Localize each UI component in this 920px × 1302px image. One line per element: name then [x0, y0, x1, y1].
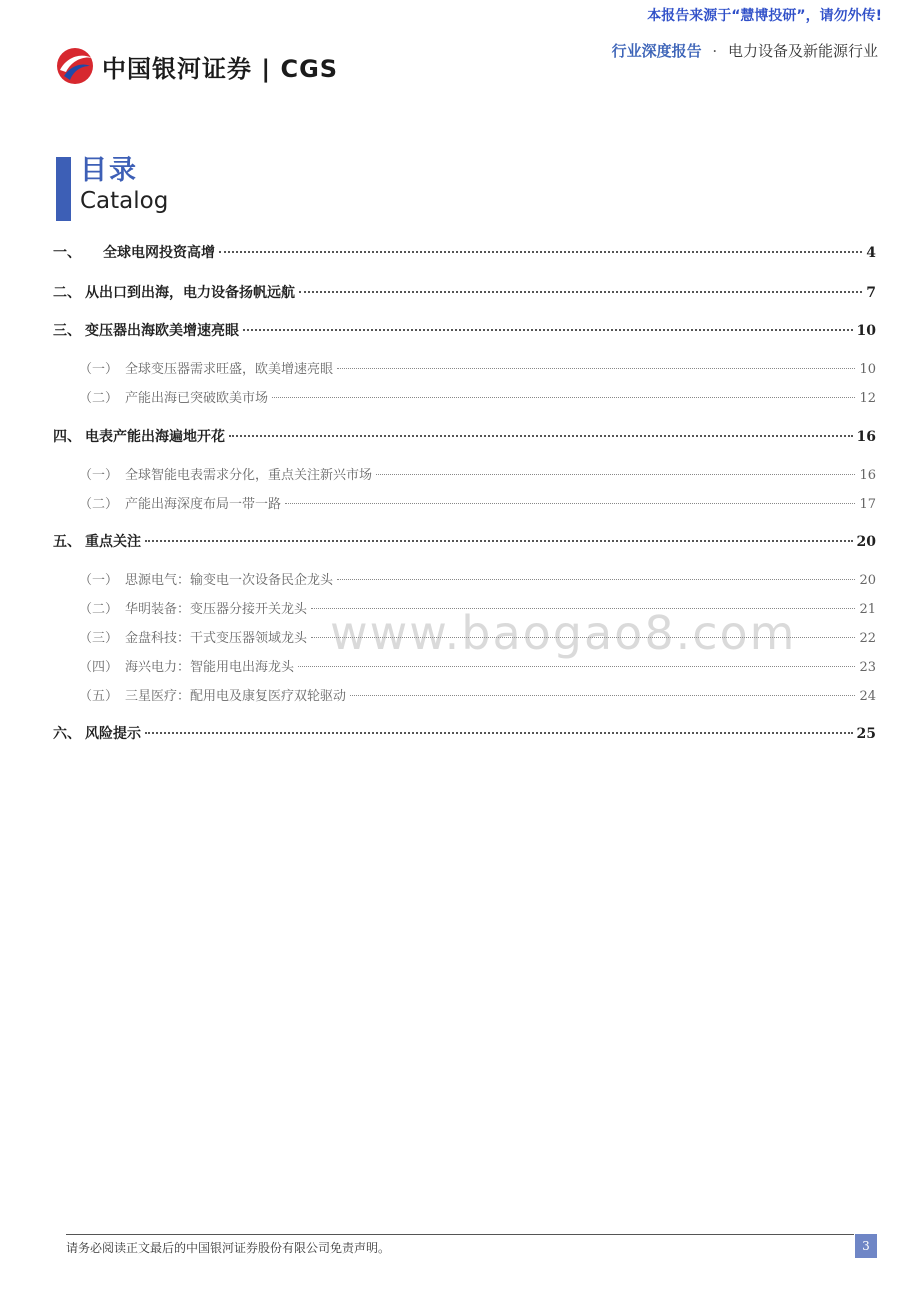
toc-num: 三、 — [53, 323, 81, 339]
toc-page: 17 — [859, 497, 876, 512]
logo-text: 中国银河证券 | CGS — [102, 54, 339, 83]
toc-page: 20 — [856, 534, 876, 550]
toc-text: 全球智能电表需求分化，重点关注新兴市场 — [125, 468, 373, 483]
toc-entry-6[interactable] — [53, 723, 876, 743]
toc-num: 一、 — [53, 245, 81, 261]
source-notice: 本报告来源于“慧博投研”，请勿外传! — [647, 8, 882, 24]
toc-text: 风险提示 — [85, 726, 141, 742]
watermark: www.baogao8.com — [330, 606, 797, 660]
toc-leader — [243, 329, 853, 331]
toc-text: 全球变压器需求旺盛，欧美增速亮眼 — [125, 362, 334, 377]
toc-num: （一） — [79, 573, 119, 588]
toc-page: 10 — [856, 323, 876, 339]
toc-text: 海兴电力：智能用电出海龙头 — [125, 660, 295, 675]
toc-leader — [299, 291, 862, 293]
report-type: 行业深度报告 — [611, 42, 702, 60]
footer-divider — [66, 1234, 854, 1235]
toc-num: 六、 — [53, 726, 81, 742]
toc-page: 25 — [856, 726, 876, 742]
toc-entry-4[interactable] — [53, 426, 876, 446]
toc-page: 24 — [859, 689, 876, 704]
toc-entry-5-1[interactable] — [53, 569, 876, 589]
catalog-title-en: Catalog — [80, 188, 169, 214]
toc-text: 产能出海深度布局一带一路 — [125, 497, 282, 512]
toc-page: 23 — [859, 660, 876, 675]
company-logo — [54, 46, 338, 86]
report-header — [612, 40, 878, 61]
header-separator: · — [712, 42, 718, 60]
toc-entry-5-5[interactable] — [53, 685, 876, 705]
industry-name: 电力设备及新能源行业 — [727, 42, 878, 60]
toc-text: 全球电网投资高增 — [103, 245, 215, 261]
toc-entry-4-2[interactable] — [53, 493, 876, 513]
toc-leader — [229, 435, 853, 437]
toc-num: （一） — [79, 362, 119, 377]
toc-num: （一） — [79, 468, 119, 483]
toc-text: 华明装备：变压器分接开关龙头 — [125, 602, 308, 617]
catalog-title-cn: 目录 — [80, 155, 138, 186]
toc-leader — [272, 397, 855, 398]
toc-leader — [219, 251, 862, 253]
toc-entry-1[interactable] — [53, 242, 876, 262]
toc-leader — [350, 695, 855, 696]
toc-page: 22 — [859, 631, 876, 646]
toc-entry-3-2[interactable] — [53, 387, 876, 407]
toc-page: 21 — [859, 602, 876, 617]
toc-text: 产能出海已突破欧美市场 — [125, 391, 269, 406]
toc-page: 10 — [859, 362, 876, 377]
toc-num: （二） — [79, 497, 119, 512]
toc-entry-5[interactable] — [53, 531, 876, 551]
toc-entry-2[interactable] — [53, 282, 876, 302]
toc-entry-4-1[interactable] — [53, 464, 876, 484]
toc-num: （三） — [79, 631, 119, 646]
title-accent-bar — [56, 157, 71, 221]
footer-disclaimer: 请务必阅读正文最后的中国银河证券股份有限公司免责声明。 — [66, 1241, 391, 1255]
toc-num: （五） — [79, 689, 119, 704]
toc-text: 变压器出海欧美增速亮眼 — [85, 323, 239, 339]
toc-text: 从出口到出海，电力设备扬帆远航 — [85, 285, 295, 301]
toc-leader — [337, 368, 855, 369]
toc-page: 16 — [856, 429, 876, 445]
toc-leader — [376, 474, 855, 475]
toc-leader — [298, 666, 855, 667]
toc-text: 三星医疗：配用电及康复医疗双轮驱动 — [125, 689, 347, 704]
toc-page: 12 — [859, 391, 876, 406]
toc-leader — [285, 503, 855, 504]
toc-num: 五、 — [53, 534, 81, 550]
toc-entry-3-1[interactable] — [53, 358, 876, 378]
toc-entry-3[interactable] — [53, 320, 876, 340]
toc-page: 7 — [866, 285, 876, 301]
toc-text: 金盘科技：干式变压器领域龙头 — [125, 631, 308, 646]
toc-leader — [145, 732, 853, 734]
toc-leader — [337, 579, 855, 580]
toc-text: 思源电气：输变电一次设备民企龙头 — [125, 573, 334, 588]
toc-page: 4 — [866, 245, 876, 261]
toc-page: 20 — [859, 573, 876, 588]
toc-num: （四） — [79, 660, 119, 675]
toc-num: 二、 — [53, 285, 81, 301]
toc-text: 重点关注 — [85, 534, 141, 550]
toc-num: （二） — [79, 602, 119, 617]
toc-page: 16 — [859, 468, 876, 483]
toc-leader — [145, 540, 853, 542]
toc-num: 四、 — [53, 429, 81, 445]
toc-num: （二） — [79, 391, 119, 406]
cgs-logo-icon — [54, 46, 96, 86]
page-number: 3 — [855, 1234, 877, 1258]
toc-text: 电表产能出海遍地开花 — [85, 429, 225, 445]
